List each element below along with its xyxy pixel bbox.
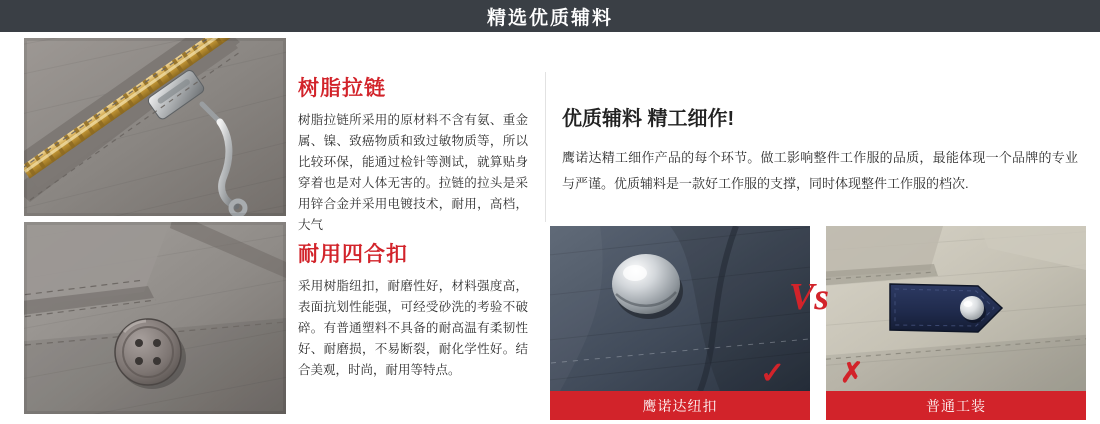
brand-button-caption — [550, 391, 810, 420]
ordinary-button-caption-text: 普通工装 — [926, 397, 986, 414]
snap-body: 采用树脂纽扣，耐磨性好，材料强度高，表面抗划性能强，可经受砂洗的考验不破碎。有普通塑料不具备的耐高温有柔韧性好、耐磨损，不易断裂，耐化学性好。结合美观，时尚，耐用等特点。 — [298, 279, 528, 377]
page-title — [0, 0, 1100, 32]
check-mark-text: ✓ — [760, 357, 786, 390]
zipper-photo — [24, 38, 286, 216]
snap-text-block — [298, 238, 528, 381]
quality-body: 鹰诺达精工细作产品的每个环节。做工影响整件工作服的品质，最能体现一个品牌的专业与严谨。优质辅料是一款好工作服的支撑，同时体现整件工作服的档次. — [562, 150, 1078, 191]
zipper-body: 树脂拉链所采用的原材料不含有氨、重金属、镍、致癌物质和致过敏物质等，所以比较环保，能通过检针等测试，就算贴身穿着也是对人体无害的。拉链的拉头是采用锌合金并采用电镀技术，耐用，高档，大气 — [298, 113, 528, 232]
check-mark-icon — [760, 356, 785, 391]
zipper-illustration — [24, 38, 286, 216]
vs-label: Vs — [788, 276, 830, 318]
comparison-card-ordinary — [826, 226, 1086, 420]
quality-text-block — [562, 102, 1078, 197]
vertical-divider — [545, 72, 546, 222]
banner-title-text: 精选优质辅料 — [486, 7, 613, 29]
bottom-section — [0, 222, 1100, 424]
brand-button-caption-text: 鹰诺达纽扣 — [642, 397, 718, 414]
ordinary-button-illustration — [826, 226, 1086, 391]
snap-button-photo — [24, 222, 286, 414]
cross-mark-icon — [840, 356, 863, 390]
zipper-text-block — [298, 72, 528, 236]
cross-mark-text: ✗ — [840, 358, 864, 389]
ordinary-button-caption — [826, 391, 1086, 420]
vs-badge — [786, 278, 832, 316]
snap-title: 耐用四合扣 — [298, 243, 408, 266]
top-section — [0, 32, 1100, 232]
quality-heading: 优质辅料 精工细作! — [562, 108, 735, 130]
snap-button-illustration — [24, 222, 286, 414]
zipper-title: 树脂拉链 — [298, 77, 386, 100]
ordinary-button-photo — [826, 226, 1086, 391]
